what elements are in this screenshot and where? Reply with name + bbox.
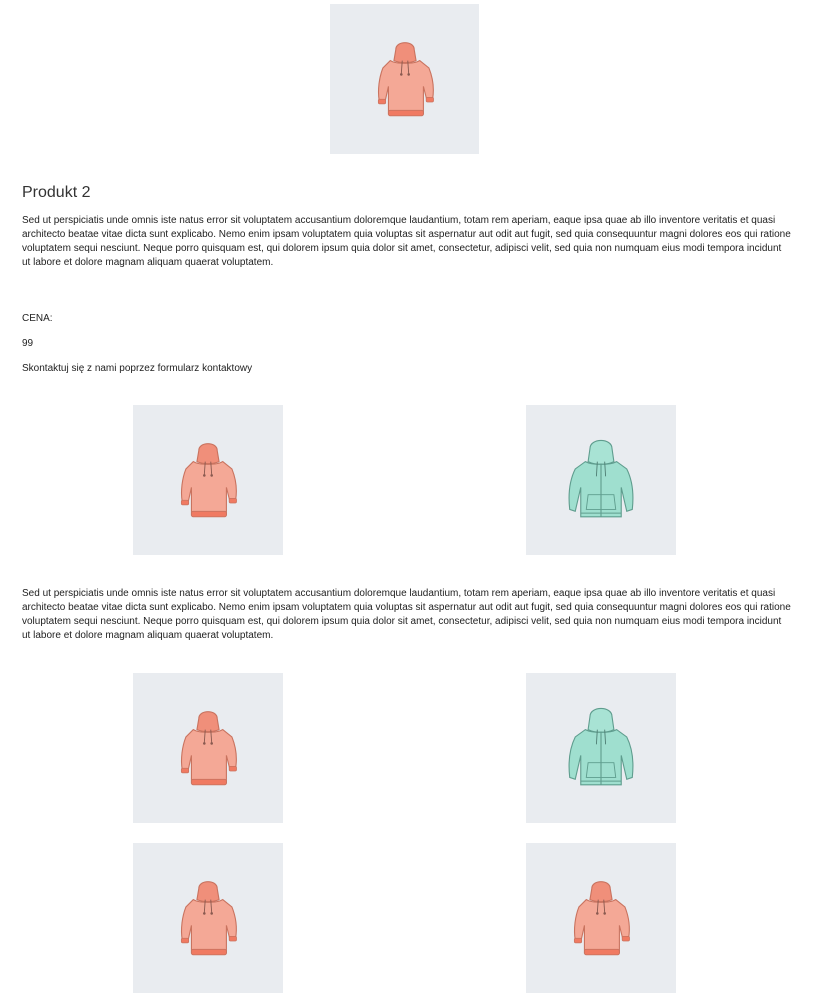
- product-title: Produkt 2: [22, 184, 91, 201]
- hoodie-mint-zip-icon: [555, 434, 647, 526]
- second-description: Sed ut perspiciatis unde omnis iste natus error sit voluptatem accusantium doloremque laudantium, totam rem aperiam, eaque ipsa quae ab illo inventore veritatis et quasi architecto beatae vitae dicta sunt explicabo. Nemo enim ipsam voluptatem quia voluptas sit aspernatur aut odit aut fugit, sed quia consequuntur magni dolores eos qui ratione voluptatem sequi nesciunt. Neque porro quisquam est, qui dolorem ipsum quia dolor sit amet, consectetur, adipisci velit, sed quia non numquam eius modi tempora incidunt ut labore et dolore magnam aliquam quaerat voluptatem.: [22, 588, 791, 641]
- price-value: 99: [22, 338, 34, 349]
- product-hero-image: [330, 4, 479, 154]
- hoodie-pink-icon: [359, 33, 451, 125]
- hoodie-pink-icon: [555, 872, 647, 964]
- gallery-image[interactable]: [526, 405, 676, 555]
- hoodie-pink-icon: [162, 434, 254, 526]
- gallery-image[interactable]: [133, 405, 283, 555]
- product-description: Sed ut perspiciatis unde omnis iste natus error sit voluptatem accusantium doloremque laudantium, totam rem aperiam, eaque ipsa quae ab illo inventore veritatis et quasi architecto beatae vitae dicta sunt explicabo. Nemo enim ipsam voluptatem quia voluptas sit aspernatur aut odit aut fugit, sed quia consequuntur magni dolores eos qui ratione voluptatem sequi nesciunt. Neque porro quisquam est, qui dolorem ipsum quia dolor sit amet, consectetur, adipisci velit, sed quia non numquam eius modi tempora incidunt ut labore et dolore magnam aliquam quaerat voluptatem.: [22, 215, 791, 268]
- gallery-image[interactable]: [526, 673, 676, 823]
- contact-text: Skontaktuj się z nami poprzez formularz kontaktowy: [22, 363, 253, 374]
- hoodie-pink-icon: [162, 702, 254, 794]
- gallery-image[interactable]: [133, 673, 283, 823]
- hoodie-mint-zip-icon: [555, 702, 647, 794]
- gallery-image[interactable]: [133, 843, 283, 993]
- price-label: CENA:: [22, 313, 53, 324]
- gallery-image[interactable]: [526, 843, 676, 993]
- hoodie-pink-icon: [162, 872, 254, 964]
